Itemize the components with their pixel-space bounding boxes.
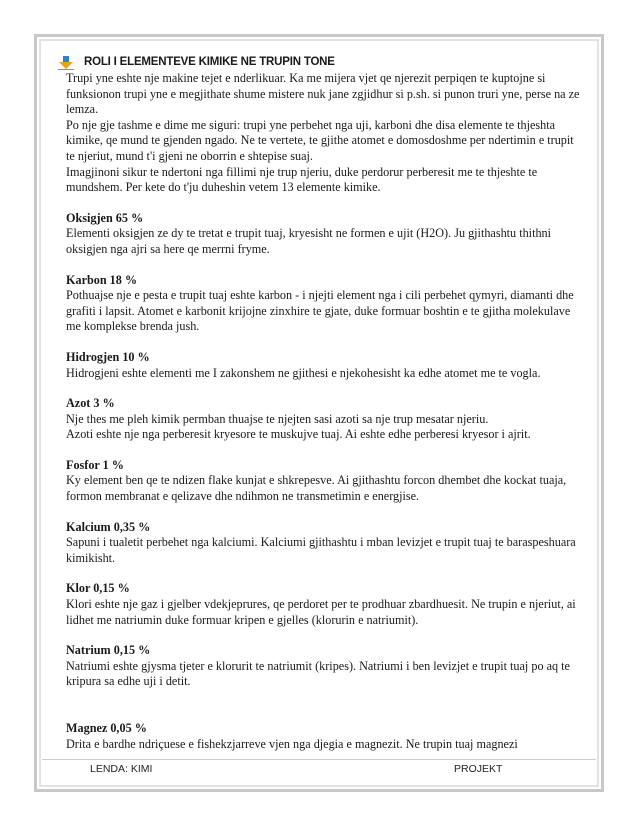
heading-text: ROLI I ELEMENTEVE KIMIKE NE TRUPIN TONE (84, 56, 335, 69)
section-azot (66, 396, 580, 443)
section-magnez (66, 721, 580, 752)
section-title: Karbon 18 % (66, 272, 138, 287)
footer-label: PROJEKT (454, 763, 503, 775)
document-heading (58, 55, 580, 71)
section-title: Oksigjen 65 % (66, 210, 144, 225)
section-natrium (66, 643, 580, 690)
section-text: Hidrogjeni eshte elementi me I zakonshem ne gjithesi e njekohesisht ka edhe atomet me te vogla. (66, 365, 541, 380)
section-fosfor (66, 458, 580, 505)
intro-paragraph: Trupi yne eshte nje makine tejet e nderlikuar. Ka me mijera vjet qe njerezit perpiqen te kuptojne si funksionon trupi yne e megjithate shume mistere nuk jane zgjidhur si p.sh. si punon truri yne, perse na ze lemza. (66, 71, 580, 117)
document-body (66, 55, 580, 752)
section-title: Magnez 0,05 % (66, 721, 147, 735)
page-footer (42, 759, 596, 775)
section-title: Kalcium 0,35 % (66, 519, 151, 534)
intro-paragraphs (66, 71, 580, 196)
section-text: Drita e bardhe ndriçuese e fishekzjarreve vjen nga djegia e magnezit. Ne trupin tuaj magnezi (66, 736, 518, 751)
down-arrow-bullet-icon (58, 56, 74, 70)
footer-subject: LENDA: KIMI (90, 763, 153, 775)
section-title: Fosfor 1 % (66, 457, 124, 472)
section-text: Natriumi eshte gjysma tjeter e klorurit te natriumit (kripes). Natriumi i ben levizjet e trupit tuaj po aq te kripura sa edhe uji i detit. (66, 658, 570, 689)
section-text: Sapuni i tualetit perbehet nga kalciumi. Kalciumi gjithashtu i mban levizjet e trupit tuaj te baraspeshuara kimikisht. (66, 535, 576, 565)
section-kalcium (66, 520, 580, 567)
section-klor (66, 581, 580, 628)
section-text: Pothuajse nje e pesta e trupit tuaj eshte karbon - i njejti element nga i cili perbehet qymyri, diamanti dhe grafiti i lapsit. Atomet e karbonit krijojne zinxhire te gjate, duke formuar boshtin e te gjitha molekulave me komplekse brenda jush. (66, 288, 574, 334)
section-text: Nje thes me pleh kimik permban thuajse te njejten sasi azoti sa nje trup mesatar njeriu. (66, 411, 489, 426)
intro-paragraph: Imagjinoni sikur te ndertoni nga fillimi nje trup njeriu, duke perdorur perberesit me te thjeshte te mundshem. Per kete do t'ju duheshin vetem 13 elemente kimike. (66, 164, 538, 195)
section-oksigjen (66, 211, 580, 258)
intro-paragraph: Po nje gje tashme e dime me siguri: trupi yne perbehet nga uji, karboni dhe disa elemente te thjeshta kimike, qe mund te gjenden ngado. Ne te vertete, te gjithe atomet e domosdoshme per ndertimin e trupit te njeriut, mund t'i gjeni ne oborrin e shtepise suaj. (66, 117, 574, 163)
section-title: Natrium 0,15 % (66, 643, 151, 658)
section-title: Klor 0,15 % (66, 581, 130, 596)
section-hidrogjen (66, 350, 580, 381)
section-karbon (66, 273, 580, 335)
section-title: Hidrogjen 10 % (66, 349, 150, 364)
section-text: Azoti eshte nje nga perberesit kryesore te muskujve tuaj. Ai eshte edhe perberesi kryesor i ajrit. (66, 427, 531, 442)
section-text: Ky element ben qe te ndizen flake kunjat e shkrepesve. Ai gjithashtu forcon dhembet dhe kockat tuaja, formon membranat e qelizave dhe ndihmon ne transmetimin e energjise. (66, 473, 567, 504)
section-text: Klori eshte nje gaz i gjelber vdekjeprures, qe perdoret per te prodhuar zbardhuesit. Ne trupin e njeriut, ai lidhet me natriumin duke formuar kripen e gjelles (klorurin e natriumit). (66, 597, 576, 627)
section-text: Elementi oksigjen ze dy te tretat e trupit tuaj, kryesisht ne formen e ujit (H2O). Ju gjithashtu thithni oksigjen nga ajri sa here qe merrni fryme. (66, 226, 552, 256)
section-title: Azot 3 % (66, 396, 115, 411)
